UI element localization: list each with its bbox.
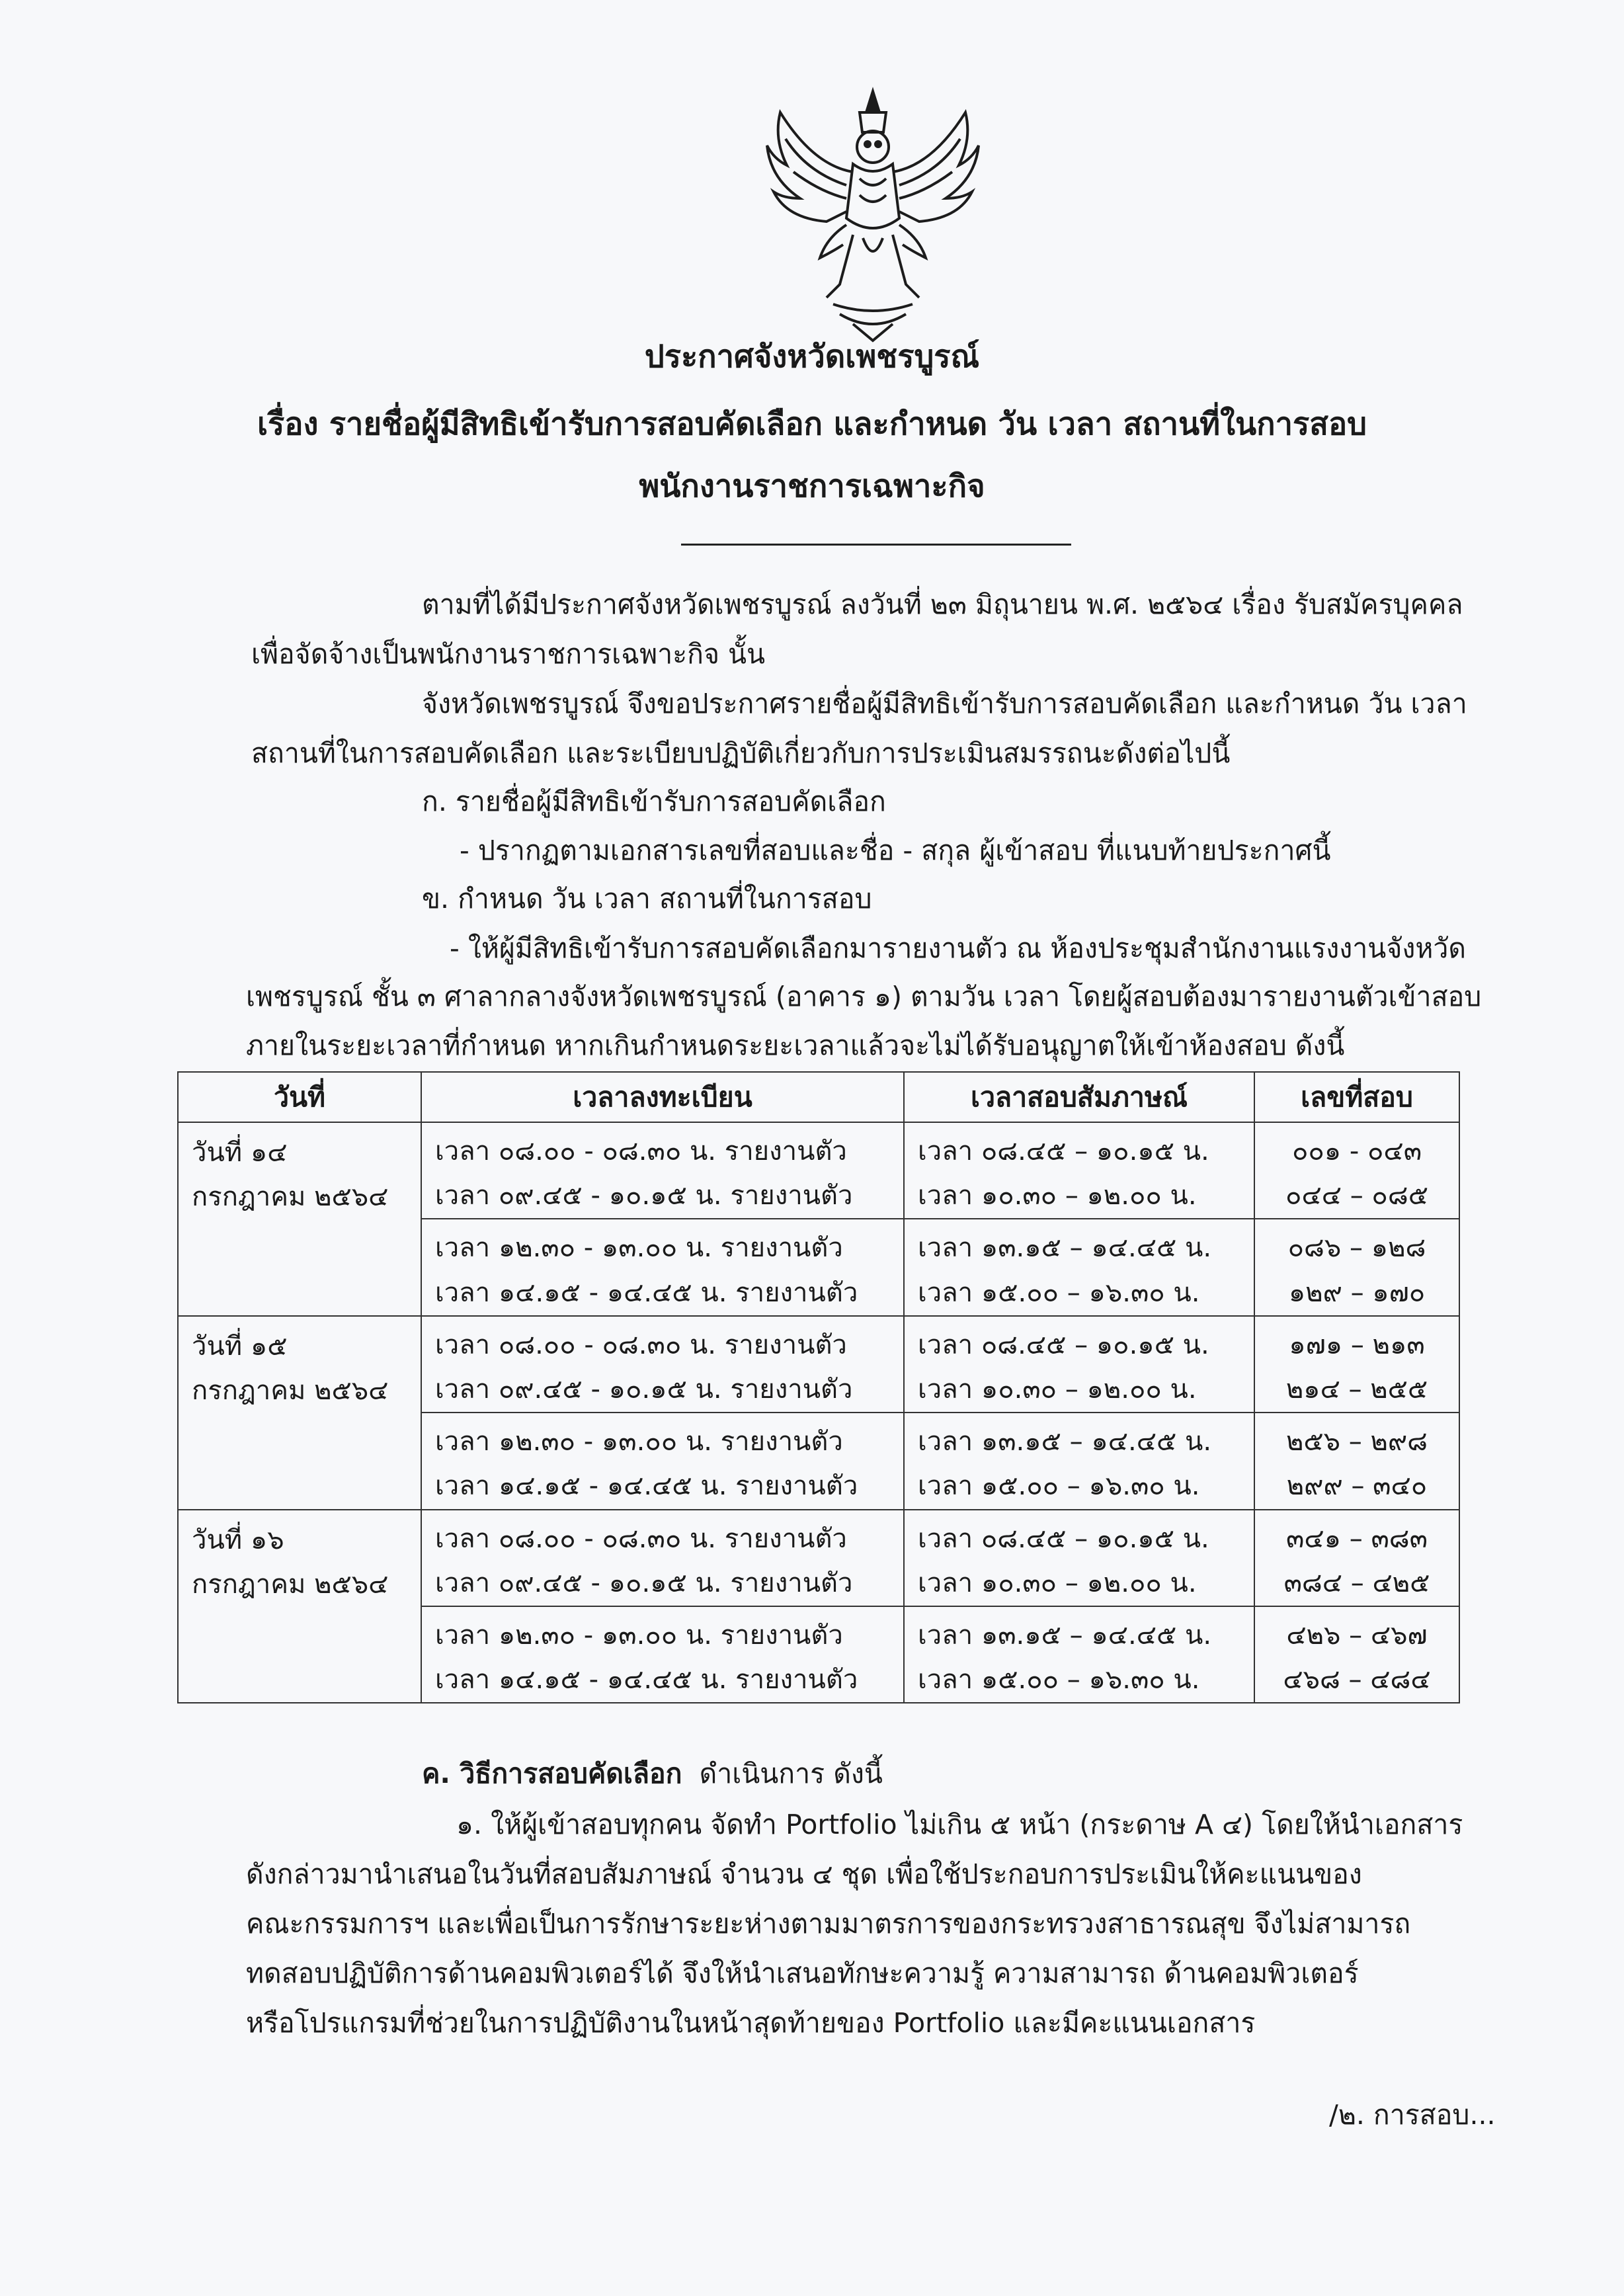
section-a-item: - ปรากฏตามเอกสารเลขที่สอบและชื่อ - สกุล ผู้เข้าสอบ ที่แนบท้ายประกาศนี้ [460,835,1331,866]
registration-slot: เวลา ๑๒.๓๐ - ๑๓.๐๐ น. รายงานตัว [435,1426,843,1457]
exam-number-cell [1254,1510,1459,1606]
section-c-line-2: ดังกล่าวมานำเสนอในวันที่สอบสัมภาษณ์ จำนวน ๔ ชุด เพื่อใช้ประกอบการประเมินให้คะแนนของ [246,1858,1362,1890]
registration-slot: เวลา ๑๒.๓๐ - ๑๓.๐๐ น. รายงานตัว [435,1620,843,1651]
paragraph-2-line-1: จังหวัดเพชรบูรณ์ จึงขอประกาศรายชื่อผู้มีสิทธิเข้ารับการสอบคัดเลือก และกำหนด วัน เวลา [422,688,1467,719]
registration-slot: เวลา ๑๒.๓๐ - ๑๓.๐๐ น. รายงานตัว [435,1233,843,1264]
registration-slot: เวลา ๑๔.๑๕ - ๑๔.๔๕ น. รายงานตัว [435,1471,858,1502]
interview-slot: เวลา ๐๘.๔๕ – ๑๐.๑๕ น. [918,1329,1209,1360]
paragraph-1-line-2: เพื่อจัดจ้างเป็นพนักงานราชการเฉพาะกิจ นั้น [251,638,766,670]
section-c-line-4: ทดสอบปฏิบัติการด้านคอมพิวเตอร์ได้ จึงให้นำเสนอทักษะความรู้ ความสามารถ ด้านคอมพิวเตอร์ [246,1957,1359,1989]
section-c-title: ค. วิธีการสอบคัดเลือก [422,1758,682,1789]
registration-cell [421,1413,904,1509]
day-2-date-line-1: วันที่ ๑๕ [192,1331,288,1362]
section-c-title-rest: ดำเนินการ ดังนี้ [699,1758,883,1789]
title-line-2: เรื่อง รายชื่อผู้มีสิทธิเข้ารับการสอบคัดเลือก และกำหนด วัน เวลา สถานที่ในการสอบ [257,406,1367,442]
interview-slot: เวลา ๐๘.๔๕ – ๑๐.๑๕ น. [918,1136,1209,1167]
exam-number-range: ๓๔๑ – ๓๘๓ [1286,1523,1428,1554]
interview-cell [904,1606,1254,1703]
exam-number-range: ๑๗๑ – ๒๑๓ [1289,1329,1425,1360]
registration-slot: เวลา ๐๘.๐๐ - ๐๘.๓๐ น. รายงานตัว [435,1329,847,1360]
interview-slot: เวลา ๑๕.๐๐ – ๑๖.๓๐ น. [918,1664,1200,1696]
table-header-row [178,1072,1459,1122]
registration-slot: เวลา ๑๔.๑๕ - ๑๔.๔๕ น. รายงานตัว [435,1277,858,1308]
exam-schedule-table [177,1071,1460,1703]
day-3-date [178,1510,421,1703]
exam-number-range: ๓๘๔ – ๔๒๕ [1283,1567,1430,1598]
section-c-line-3: คณะกรรมการฯ และเพื่อเป็นการรักษาระยะห่างตามมาตรการของกระทรวงสาธารณสุข จึงไม่สามารถ [246,1908,1411,1940]
interview-cell [904,1316,1254,1413]
table-row [178,1122,1459,1219]
interview-slot: เวลา ๑๐.๓๐ – ๑๒.๐๐ น. [918,1567,1197,1598]
registration-slot: เวลา ๐๘.๐๐ - ๐๘.๓๐ น. รายงานตัว [435,1523,847,1554]
interview-cell [904,1122,1254,1219]
exam-number-range: ๒๙๙ – ๓๔๐ [1286,1471,1428,1502]
interview-slot: เวลา ๑๓.๑๕ – ๑๔.๔๕ น. [918,1620,1212,1651]
registration-slot: เวลา ๑๔.๑๕ - ๑๔.๔๕ น. รายงานตัว [435,1664,858,1696]
header-date: วันที่ [178,1072,421,1122]
day-2-date-line-2: กรกฎาคม ๒๕๖๔ [192,1375,389,1406]
header-interview-time: เวลาสอบสัมภาษณ์ [904,1072,1254,1122]
registration-slot: เวลา ๐๘.๐๐ - ๐๘.๓๐ น. รายงานตัว [435,1136,847,1167]
exam-number-range: ๑๒๙ – ๑๗๐ [1288,1277,1426,1308]
registration-cell [421,1219,904,1315]
exam-number-cell [1254,1122,1459,1219]
interview-slot: เวลา ๑๐.๓๐ – ๑๒.๐๐ น. [918,1374,1197,1405]
section-a-heading: ก. รายชื่อผู้มีสิทธิเข้ารับการสอบคัดเลือก [422,786,886,817]
registration-slot: เวลา ๐๙.๔๕ - ๑๐.๑๕ น. รายงานตัว [435,1567,853,1598]
exam-number-cell [1254,1219,1459,1315]
exam-number-cell [1254,1413,1459,1509]
registration-cell [421,1510,904,1606]
day-3-date-line-2: กรกฎาคม ๒๕๖๔ [192,1569,389,1600]
registration-slot: เวลา ๐๙.๔๕ - ๑๐.๑๕ น. รายงานตัว [435,1374,853,1405]
garuda-emblem-icon [754,86,992,344]
interview-cell [904,1219,1254,1315]
section-c-heading [422,1758,883,1790]
section-b-heading: ข. กำหนด วัน เวลา สถานที่ในการสอบ [422,883,872,915]
table-row [178,1316,1459,1413]
title-line-1: ประกาศจังหวัดเพชรบูรณ์ [644,339,980,375]
section-b-line-1: - ให้ผู้มีสิทธิเข้ารับการสอบคัดเลือกมารายงานตัว ณ ห้องประชุมสำนักงานแรงงานจังหวัด [450,932,1467,964]
header-exam-number: เลขที่สอบ [1254,1072,1459,1122]
paragraph-2-line-2: สถานที่ในการสอบคัดเลือก และระเบียบปฏิบัติเกี่ยวกับการประเมินสมรรถนะดังต่อไปนี้ [251,737,1231,769]
registration-slot: เวลา ๐๙.๔๕ - ๑๐.๑๕ น. รายงานตัว [435,1180,853,1211]
day-1-date-line-2: กรกฎาคม ๒๕๖๔ [192,1182,389,1213]
title-line-3: พนักงานราชการเฉพาะกิจ [639,468,985,505]
exam-number-range: ๔๖๘ – ๔๘๔ [1283,1664,1431,1696]
exam-number-range: ๒๕๖ – ๒๙๘ [1286,1426,1428,1457]
interview-slot: เวลา ๑๓.๑๕ – ๑๔.๔๕ น. [918,1426,1212,1457]
exam-number-range: ๐๐๑ - ๐๔๓ [1291,1136,1422,1167]
interview-cell [904,1413,1254,1509]
exam-number-range: ๒๑๔ – ๒๕๕ [1285,1374,1428,1405]
interview-slot: เวลา ๑๕.๐๐ – ๑๖.๓๐ น. [918,1471,1200,1502]
title-divider [681,544,1071,546]
registration-cell [421,1122,904,1219]
interview-slot: เวลา ๑๓.๑๕ – ๑๔.๔๕ น. [918,1233,1212,1264]
section-b-line-2: เพชรบูรณ์ ชั้น ๓ ศาลากลางจังหวัดเพชรบูรณ์ (อาคาร ๑) ตามวัน เวลา โดยผู้สอบต้องมารายงานตัวเข้าสอบ [246,981,1482,1012]
header-registration-time: เวลาลงทะเบียน [421,1072,904,1122]
interview-slot: เวลา ๑๕.๐๐ – ๑๖.๓๐ น. [918,1277,1200,1308]
registration-cell [421,1606,904,1703]
section-c-line-1: ๑. ให้ผู้เข้าสอบทุกคน จัดทำ Portfolio ไม่เกิน ๕ หน้า (กระดาษ A ๔) โดยให้นำเอกสาร [456,1809,1463,1840]
exam-number-range: ๐๘๖ – ๑๒๘ [1287,1233,1426,1264]
exam-number-range: ๐๔๔ – ๐๘๕ [1285,1180,1428,1211]
section-b-line-3: ภายในระยะเวลาที่กำหนด หากเกินกำหนดระยะเวลาแล้วจะไม่ได้รับอนุญาตให้เข้าห้องสอบ ดังนี้ [246,1030,1345,1061]
exam-number-cell [1254,1316,1459,1413]
day-3-date-line-1: วันที่ ๑๖ [192,1524,284,1555]
exam-number-cell [1254,1606,1459,1703]
registration-cell [421,1316,904,1413]
interview-slot: เวลา ๑๐.๓๐ – ๑๒.๐๐ น. [918,1180,1197,1211]
day-1-date-line-1: วันที่ ๑๔ [192,1137,288,1168]
page-continuation: /๒. การสอบ... [1329,2099,1496,2131]
day-1-date [178,1122,421,1316]
paragraph-1-line-1: ตามที่ได้มีประกาศจังหวัดเพชรบูรณ์ ลงวันที่ ๒๓ มิถุนายน พ.ศ. ๒๕๖๔ เรื่อง รับสมัครบุคคล [422,589,1463,620]
interview-slot: เวลา ๐๘.๔๕ – ๑๐.๑๕ น. [918,1523,1209,1554]
day-2-date [178,1316,421,1510]
interview-cell [904,1510,1254,1606]
section-c-line-5: หรือโปรแกรมที่ช่วยในการปฏิบัติงานในหน้าสุดท้ายของ Portfolio และมีคะแนนเอกสาร [246,2007,1256,2039]
table-row [178,1510,1459,1606]
exam-number-range: ๔๒๖ – ๔๖๗ [1286,1620,1428,1651]
